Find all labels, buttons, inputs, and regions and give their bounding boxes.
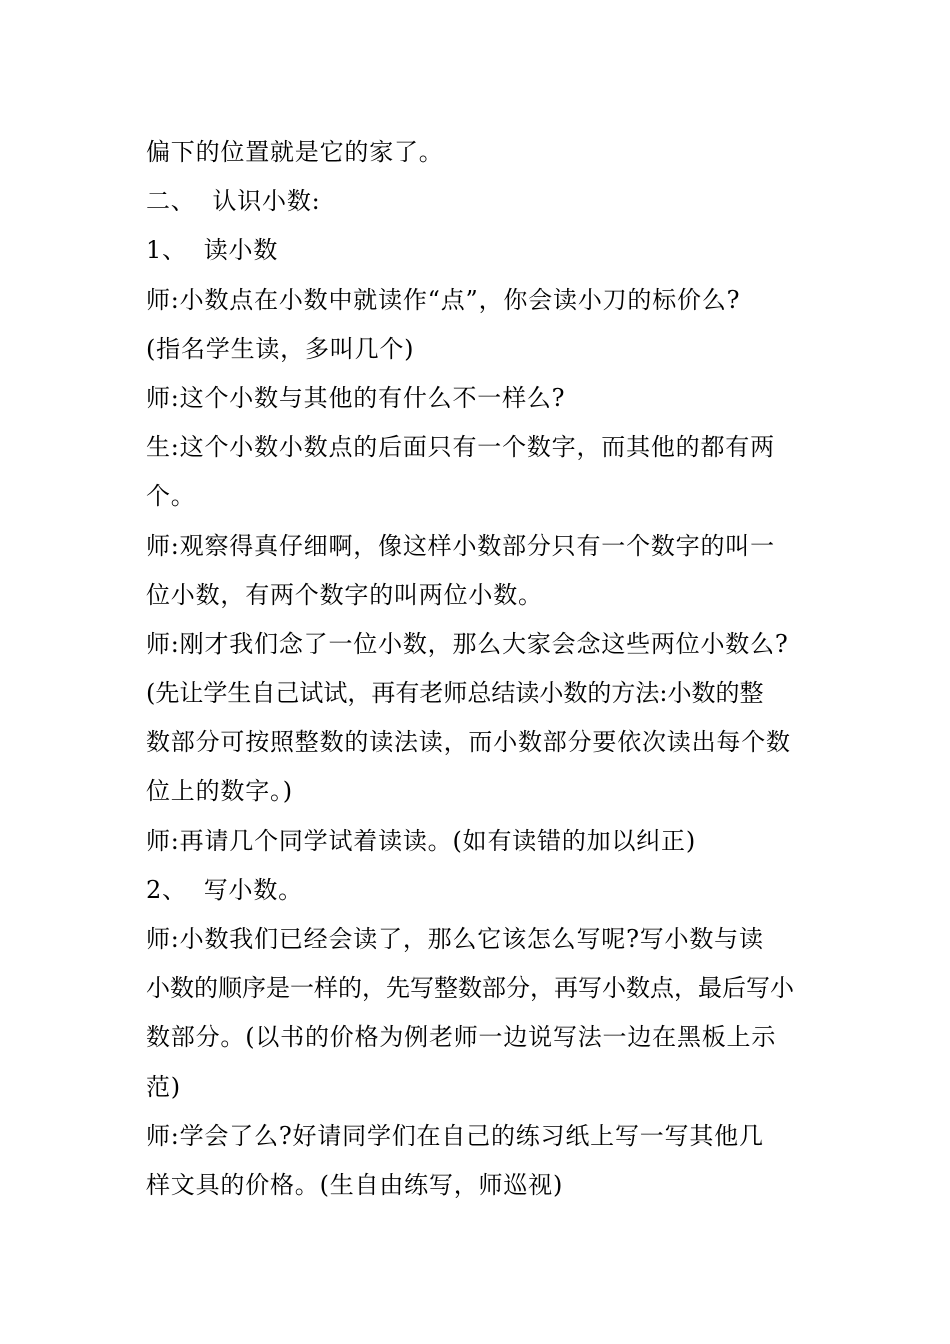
section-heading-2: 二、 认识小数: <box>146 187 321 216</box>
text-line-10: 位小数，有两个数字的叫两位小数。 <box>146 580 543 609</box>
text-line-8: 个。 <box>146 482 196 511</box>
text-line-5: (指名学生读，多叫几个) <box>146 334 415 363</box>
text-line-7: 生:这个小数小数点的后面只有一个数字，而其他的都有两 <box>146 433 775 462</box>
text-line-4: 师:小数点在小数中就读作“点”，你会读小刀的标价么? <box>146 285 741 314</box>
text-line-14: 位上的数字。) <box>146 777 293 806</box>
text-line-17: 师:小数我们已经会读了，那么它该怎么写呢?写小数与读 <box>146 925 764 953</box>
text-line-11: 师:刚才我们念了一位小数，那么大家会念这些两位小数么? <box>146 629 789 658</box>
text-line-20: 范) <box>146 1072 181 1101</box>
text-line-15: 师:再请几个同学试着读读。(如有读错的加以纠正) <box>146 826 697 855</box>
text-line-22: 样文具的价格。(生自由练写，师巡视) <box>146 1170 564 1199</box>
lesson-text <box>146 128 826 1210</box>
subheading-write-decimals: 2、 写小数。 <box>146 875 303 904</box>
text-line-9: 师:观察得真仔细啊，像这样小数部分只有一个数字的叫一 <box>146 531 775 560</box>
text-line-12: (先让学生自己试试，再有老师总结读小数的方法:小数的整 <box>146 679 764 708</box>
text-line-19: 数部分。(以书的价格为例老师一边说写法一边在黑板上示 <box>146 1023 777 1052</box>
text-line-21: 师:学会了么?好请同学们在自己的练习纸上写一写其他几 <box>146 1121 764 1150</box>
text-line-18: 小数的顺序是一样的，先写整数部分，再写小数点，最后写小 <box>146 974 794 1003</box>
subheading-read-decimals: 1、 读小数 <box>146 236 279 265</box>
text-line-1: 偏下的位置就是它的家了。 <box>146 138 444 166</box>
text-line-6: 师:这个小数与其他的有什么不一样么? <box>146 383 566 412</box>
text-line-13: 数部分可按照整数的读法读，而小数部分要依次读出每个数 <box>146 728 791 757</box>
